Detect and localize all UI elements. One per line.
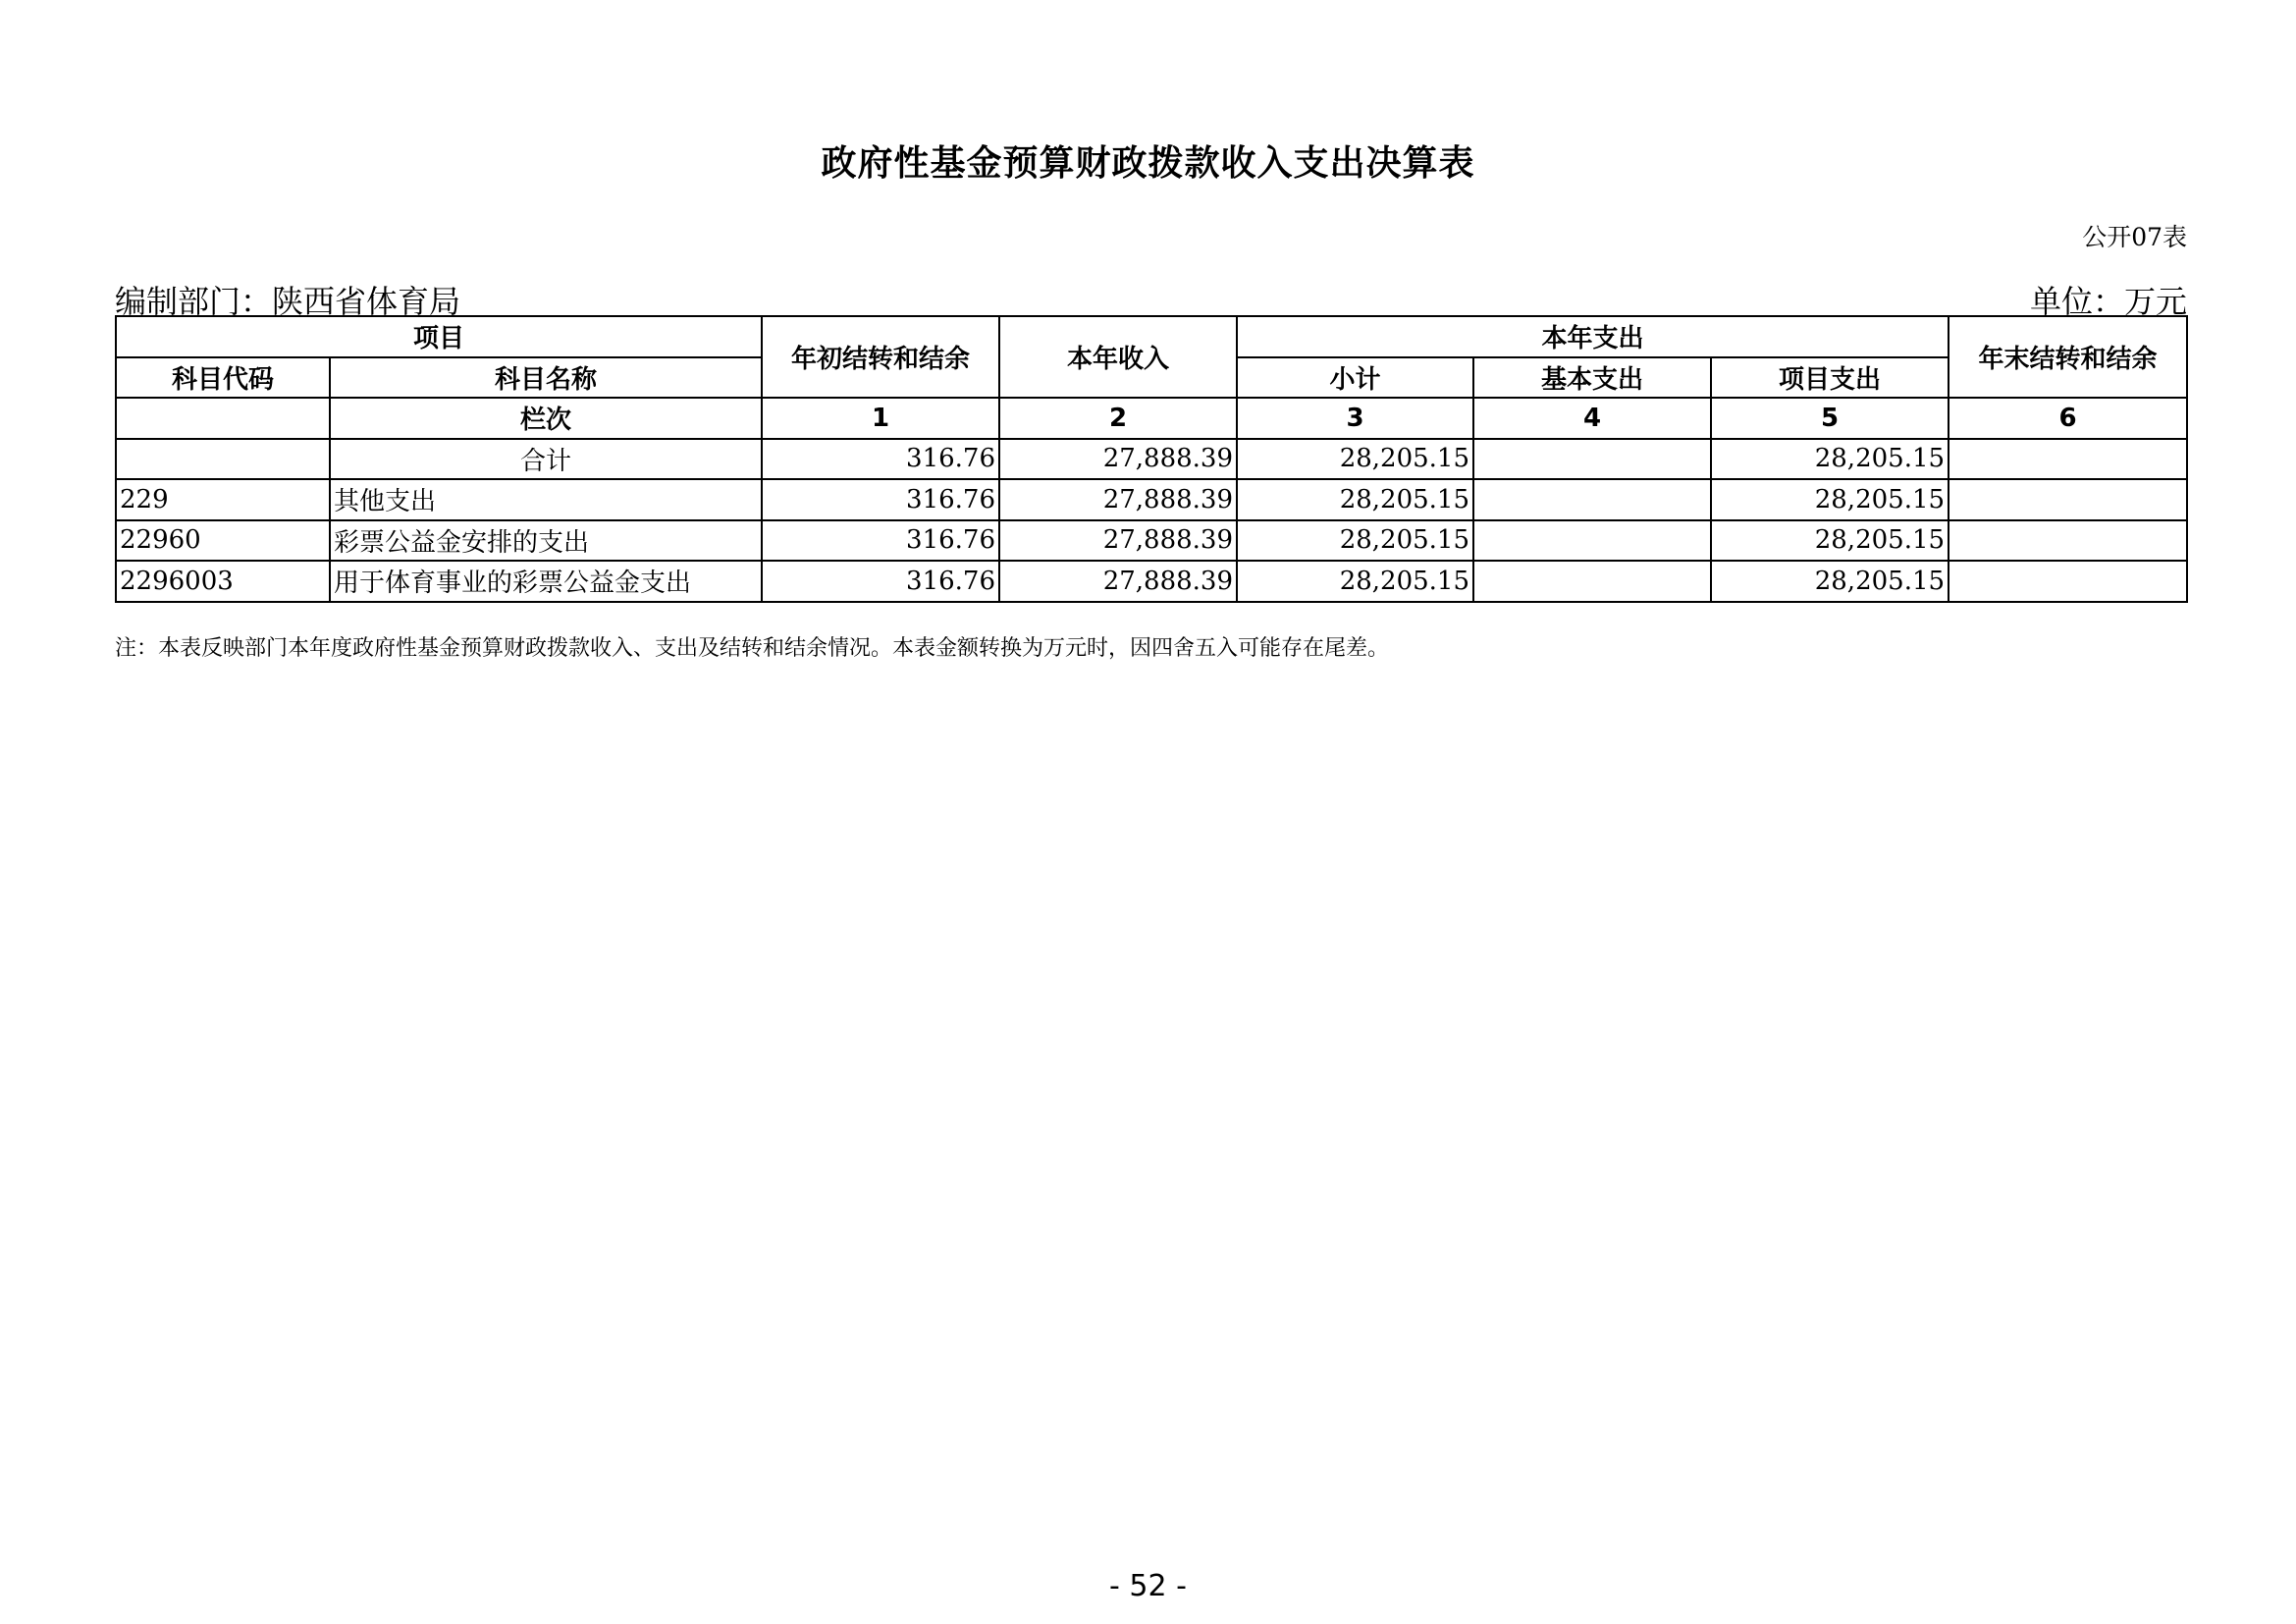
cell-closing xyxy=(1949,520,2187,562)
cell-subtotal: 28,205.15 xyxy=(1237,561,1473,602)
row-number-row xyxy=(116,398,2187,439)
cell-basic xyxy=(1473,520,1711,562)
cell-opening: 316.76 xyxy=(762,479,999,520)
header-income: 本年收入 xyxy=(999,316,1237,398)
table-row xyxy=(116,520,2187,562)
cell-name: 合计 xyxy=(330,439,762,480)
header-item: 项目 xyxy=(116,316,762,357)
cell-project: 28,205.15 xyxy=(1711,479,1949,520)
cell-income: 27,888.39 xyxy=(999,479,1237,520)
unit-label: 单位：万元 xyxy=(2029,283,2187,320)
footnote: 注：本表反映部门本年度政府性基金预算财政拨款收入、支出及结转和结余情况。本表金额转换为万元时，因四舍五入可能存在尾差。 xyxy=(115,636,1390,661)
row-number-blank xyxy=(116,398,330,439)
cell-basic xyxy=(1473,479,1711,520)
cell-basic xyxy=(1473,561,1711,602)
row-number-5: 5 xyxy=(1711,398,1949,439)
cell-opening: 316.76 xyxy=(762,520,999,562)
cell-closing xyxy=(1949,561,2187,602)
row-number-6: 6 xyxy=(1949,398,2187,439)
cell-closing xyxy=(1949,439,2187,480)
row-number-2: 2 xyxy=(999,398,1237,439)
cell-name: 彩票公益金安排的支出 xyxy=(330,520,762,562)
budget-table xyxy=(115,315,2188,603)
header-opening-balance: 年初结转和结余 xyxy=(762,316,999,398)
cell-subtotal: 28,205.15 xyxy=(1237,439,1473,480)
cell-name: 用于体育事业的彩票公益金支出 xyxy=(330,561,762,602)
form-number: 公开07表 xyxy=(2082,223,2187,251)
table-row xyxy=(116,479,2187,520)
cell-income: 27,888.39 xyxy=(999,439,1237,480)
header-project: 项目支出 xyxy=(1711,357,1949,399)
row-number-3: 3 xyxy=(1237,398,1473,439)
header-expenditure: 本年支出 xyxy=(1237,316,1949,357)
page-number: - 52 - xyxy=(1109,1569,1187,1603)
table-row xyxy=(116,561,2187,602)
header-basic: 基本支出 xyxy=(1473,357,1711,399)
cell-subtotal: 28,205.15 xyxy=(1237,520,1473,562)
row-number-1: 1 xyxy=(762,398,999,439)
cell-closing xyxy=(1949,479,2187,520)
cell-income: 27,888.39 xyxy=(999,561,1237,602)
row-number-label: 栏次 xyxy=(330,398,762,439)
header-name: 科目名称 xyxy=(330,357,762,399)
cell-basic xyxy=(1473,439,1711,480)
cell-income: 27,888.39 xyxy=(999,520,1237,562)
header-closing-balance: 年末结转和结余 xyxy=(1949,316,2187,398)
header-subtotal: 小计 xyxy=(1237,357,1473,399)
document-title: 政府性基金预算财政拨款收入支出决算表 xyxy=(821,143,1475,184)
cell-code: 229 xyxy=(116,479,330,520)
cell-opening: 316.76 xyxy=(762,561,999,602)
cell-code xyxy=(116,439,330,480)
header-code: 科目代码 xyxy=(116,357,330,399)
department-label: 编制部门：陕西省体育局 xyxy=(115,283,461,320)
table-row-total xyxy=(116,439,2187,480)
cell-project: 28,205.15 xyxy=(1711,439,1949,480)
cell-name: 其他支出 xyxy=(330,479,762,520)
cell-project: 28,205.15 xyxy=(1711,561,1949,602)
cell-project: 28,205.15 xyxy=(1711,520,1949,562)
cell-opening: 316.76 xyxy=(762,439,999,480)
cell-code: 22960 xyxy=(116,520,330,562)
cell-subtotal: 28,205.15 xyxy=(1237,479,1473,520)
row-number-4: 4 xyxy=(1473,398,1711,439)
cell-code: 2296003 xyxy=(116,561,330,602)
